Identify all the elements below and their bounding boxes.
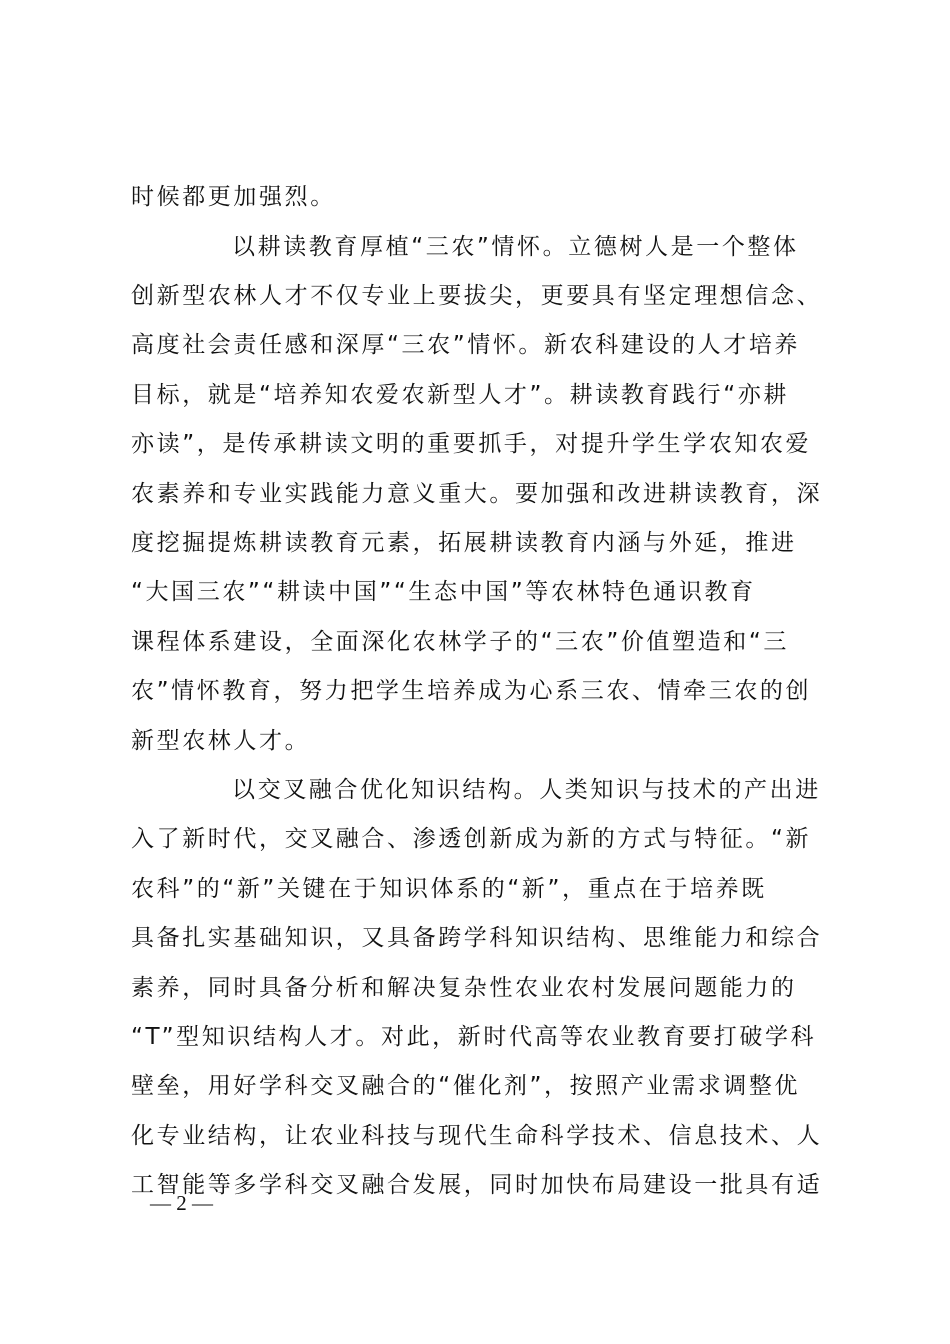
text-line: 入了新时代，交叉融合、渗透创新成为新的方式与特征。“新 [131,826,812,852]
text-line: 高度社会责任感和深厚“三农”情怀。新农科建设的人才培养 [131,332,801,358]
text-line: 课程体系建设，全面深化农林学子的“三农”价值塑造和“三 [131,629,789,655]
text-line: 创新型农林人才不仅专业上要拔尖，更要具有坚定理想信念、 [131,283,823,309]
text-line: 度挖掘提炼耕读教育元素，拓展耕读教育内涵与外延，推进 [131,530,797,556]
text-line: 农素养和专业实践能力意义重大。要加强和改进耕读教育，深 [131,481,823,507]
text-line: 时候都更加强烈。 [131,184,336,210]
text-line: 壁垒，用好学科交叉融合的“催化剂”，按照产业需求调整优 [131,1073,801,1099]
text-line: “T”型知识结构人才。对此，新时代高等农业教育要打破学科 [131,1024,817,1050]
text-line: 农科”的“新”关键在于知识体系的“新”，重点在于培养既 [131,876,767,902]
text-line: 农”情怀教育，努力把学生培养成为心系三农、情牵三农的创 [131,678,812,704]
text-line: 新型农林人才。 [131,728,311,754]
text-line: 化专业结构，让农业科技与现代生命科学技术、信息技术、人 [131,1123,823,1149]
text-line: 具备扎实基础知识，又具备跨学科知识结构、思维能力和综合 [131,925,823,951]
text-line: “大国三农”“耕读中国”“生态中国”等农林特色通识教育 [131,579,756,605]
paragraph-heading-line: 以交叉融合优化知识结构。人类知识与技术的产出进 [232,777,821,803]
page-number: — 2 — [150,1191,213,1215]
text-line: 素养，同时具备分析和解决复杂性农业农村发展问题能力的 [131,975,797,1001]
text-line: 目标，就是“培养知农爱农新型人才”。耕读教育践行“亦耕 [131,382,789,408]
paragraph-heading-line: 以耕读教育厚植“三农”情怀。立德树人是一个整体 [232,234,799,260]
text-line: 工智能等多学科交叉融合发展，同时加快布局建设一批具有适 [131,1172,823,1198]
text-line: 亦读”，是传承耕读文明的重要抓手，对提升学生学农知农爱 [131,431,812,457]
